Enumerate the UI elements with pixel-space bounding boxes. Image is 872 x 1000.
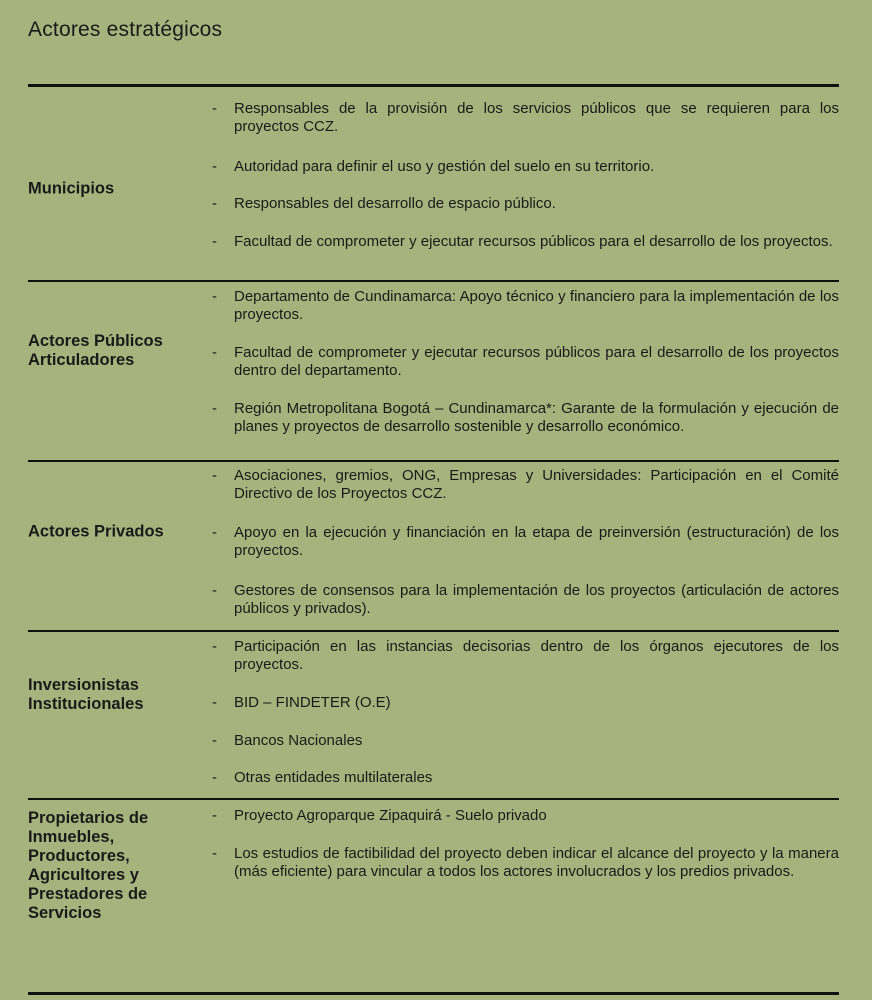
list-item bbox=[212, 807, 839, 825]
list-item bbox=[212, 344, 839, 379]
bullet-dash: - bbox=[212, 400, 217, 417]
item-text: Responsables del desarrollo de espacio público. bbox=[234, 195, 556, 212]
list-item bbox=[212, 288, 839, 323]
row-divider bbox=[28, 798, 839, 800]
table-bottom-rule bbox=[28, 992, 839, 995]
item-text: Facultad de comprometer y ejecutar recursos públicos para el desarrollo de los proyectos. bbox=[234, 233, 833, 250]
list-item bbox=[212, 100, 839, 135]
bullet-dash: - bbox=[212, 524, 217, 541]
actor-name: Inversionistas Institucionales bbox=[28, 676, 144, 713]
bullet-dash: - bbox=[212, 158, 217, 175]
list-item bbox=[212, 694, 839, 712]
item-text: Facultad de comprometer y ejecutar recursos públicos para el desarrollo de los proyectos dentro del departamento. bbox=[234, 344, 839, 379]
bullet-dash: - bbox=[212, 694, 217, 711]
table-top-rule bbox=[28, 84, 839, 87]
list-item bbox=[212, 195, 839, 213]
list-item bbox=[212, 732, 839, 750]
item-text: Departamento de Cundinamarca: Apoyo técnico y financiero para la implementación de los proyectos. bbox=[234, 288, 839, 323]
list-item bbox=[212, 467, 839, 502]
bullet-dash: - bbox=[212, 732, 217, 749]
bullet-dash: - bbox=[212, 288, 217, 305]
bullet-dash: - bbox=[212, 233, 217, 250]
bullet-dash: - bbox=[212, 100, 217, 117]
item-text: Los estudios de factibilidad del proyecto deben indicar el alcance del proyecto y la manera (más eficiente) para vincular a todos los actores involucrados y los predios privados. bbox=[234, 845, 839, 880]
row-divider bbox=[28, 460, 839, 462]
item-text: Responsables de la provisión de los servicios públicos que se requieren para los proyectos CCZ. bbox=[234, 100, 839, 135]
bullet-dash: - bbox=[212, 638, 217, 655]
item-text: Región Metropolitana Bogotá – Cundinamarca*: Garante de la formulación y ejecución de planes y proyectos de desarrollo sostenible y desarrollo económico. bbox=[234, 400, 839, 435]
bullet-dash: - bbox=[212, 195, 217, 212]
bullet-dash: - bbox=[212, 467, 217, 484]
item-text: Proyecto Agroparque Zipaquirá - Suelo privado bbox=[234, 807, 547, 824]
list-item bbox=[212, 233, 839, 251]
item-text: Autoridad para definir el uso y gestión del suelo en su territorio. bbox=[234, 158, 655, 175]
row-divider bbox=[28, 280, 839, 282]
actor-name: Propietarios de Inmuebles, Productores, Agricultores y Prestadores de Servicios bbox=[28, 809, 149, 922]
bullet-dash: - bbox=[212, 845, 217, 862]
bullet-dash: - bbox=[212, 807, 217, 824]
item-text: BID – FINDETER (O.E) bbox=[234, 694, 391, 711]
bullet-dash: - bbox=[212, 769, 217, 786]
page-title: Actores estratégicos bbox=[28, 18, 223, 41]
item-text: Otras entidades multilaterales bbox=[234, 769, 433, 786]
list-item bbox=[212, 638, 839, 673]
list-item bbox=[212, 582, 839, 617]
list-item bbox=[212, 845, 839, 880]
list-item bbox=[212, 769, 839, 787]
list-item bbox=[212, 524, 839, 559]
bullet-dash: - bbox=[212, 344, 217, 361]
item-text: Apoyo en la ejecución y financiación en la etapa de preinversión (estructuración) de los proyectos. bbox=[234, 524, 839, 559]
item-text: Participación en las instancias decisorias dentro de los órganos ejecutores de los proyectos. bbox=[234, 638, 839, 673]
item-text: Bancos Nacionales bbox=[234, 732, 363, 749]
bullet-dash: - bbox=[212, 582, 217, 599]
row-divider bbox=[28, 630, 839, 632]
actor-name: Actores Públicos Articuladores bbox=[28, 332, 163, 369]
actor-name: Municipios bbox=[28, 179, 115, 198]
list-item bbox=[212, 158, 839, 176]
item-text: Asociaciones, gremios, ONG, Empresas y Universidades: Participación en el Comité Directivo de los Proyectos CCZ. bbox=[234, 467, 839, 502]
actor-name: Actores Privados bbox=[28, 522, 164, 541]
item-text: Gestores de consensos para la implementación de los proyectos (articulación de actores públicos y privados). bbox=[234, 582, 839, 617]
list-item bbox=[212, 400, 839, 435]
